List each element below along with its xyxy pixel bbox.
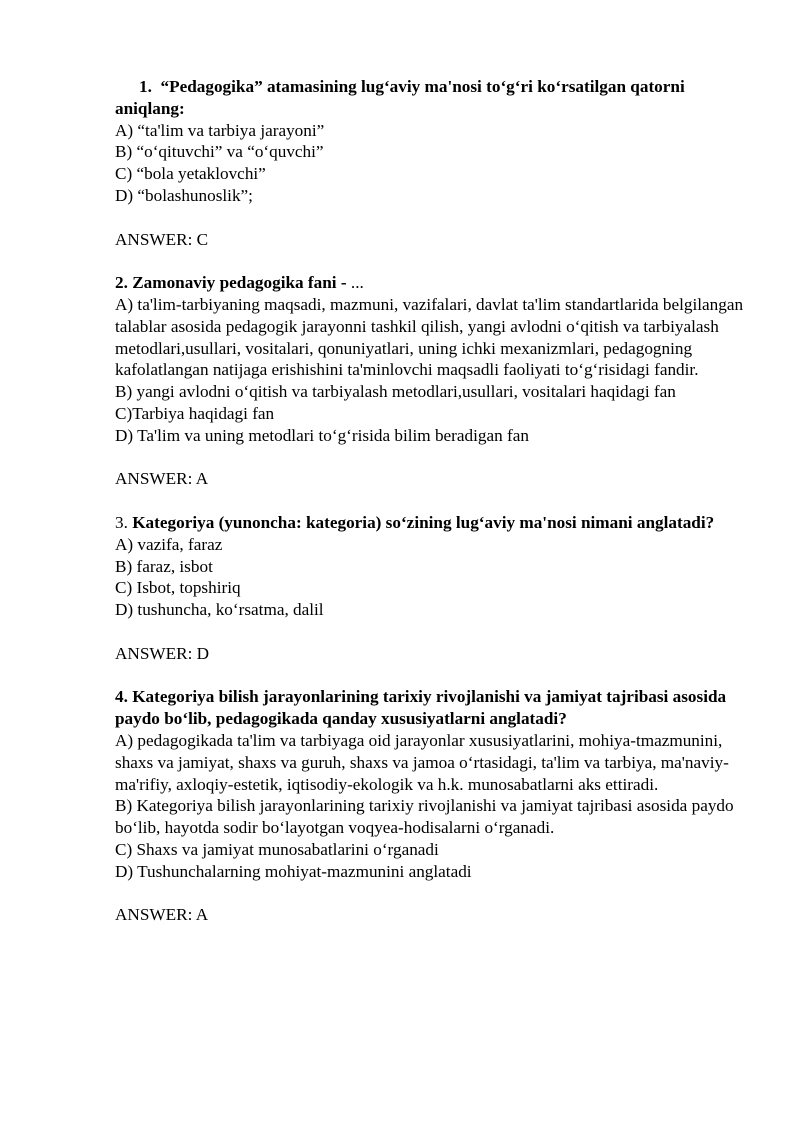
question-3-option-d: D) tushuncha, ko‘rsatma, dalil <box>115 600 324 620</box>
question-3-option-c: C) Isbot, topshiriq <box>115 578 241 598</box>
question-4-answer: ANSWER: A <box>115 905 209 925</box>
question-1-text: “Pedagogika” atamasining lug‘aviy ma'nosi to‘g‘ri ko‘rsatilgan qatorni aniqlang: <box>115 77 685 118</box>
question-3-option-a: A) vazifa, faraz <box>115 534 223 554</box>
question-4-number: 4. <box>115 687 128 707</box>
question-1-answer: ANSWER: C <box>115 229 209 249</box>
question-4-text: Kategoriya bilish jarayonlarining tarixiy rivojlanishi va jamiyat tajribasi asosida paydo bo‘lib, pedagogikada qanday xususiyatlarni anglatadi? <box>115 687 727 729</box>
question-4-option-b: B) Kategoriya bilish jarayonlarining tarixiy rivojlanishi va jamiyat tajribasi asosida paydo bo‘lib, hayotda sodir bo‘layotgan voqyea-hodisalarni o‘rganadi. <box>115 796 734 838</box>
question-1 <box>115 76 745 250</box>
question-2-number: 2. <box>115 273 128 293</box>
question-1-option-c: C) “bola yetaklovchi” <box>115 164 266 184</box>
question-2-option-b: B) yangi avlodni o‘qitish va tarbiyalash metodlari,usullari, vositalari haqidagi fan <box>115 382 676 402</box>
question-1-option-d: D) “bolashunoslik”; <box>115 185 253 205</box>
question-2-answer: ANSWER: A <box>115 469 209 489</box>
question-4 <box>115 686 745 926</box>
question-1-option-b: B) “o‘qituvchi” va “o‘quvchi” <box>115 142 324 162</box>
question-3-heading <box>115 512 745 534</box>
question-2-option-c: C)Tarbiya haqidagi fan <box>115 403 275 423</box>
question-4-option-d: D) Tushunchalarning mohiyat-mazmunini anglatadi <box>115 861 472 881</box>
question-2-heading <box>115 272 745 294</box>
question-2-text: Zamonaviy pedagogika fani - <box>132 273 347 293</box>
question-2-suffix: ... <box>346 273 364 293</box>
question-4-option-c: C) Shaxs va jamiyat munosabatlarini o‘rganadi <box>115 839 439 859</box>
question-2-option-d: D) Ta'lim va uning metodlari to‘g‘risida bilim beradigan fan <box>115 425 529 445</box>
question-2-option-a: A) ta'lim-tarbiyaning maqsadi, mazmuni, vazifalari, davlat ta'lim standartlarida belgilangan talablar asosida pedagogik jarayonni tashkil qilish, yangi avlodni o‘qitish va tarbiyalash metodlari,usullari, vositalari, qonuniyatlari, uning ichki mexanizmlari, pedagogning kafolatlangan natijaga erishishini ta'minlovchi maqsadli faoliyati to‘g‘risidagi fandir. <box>115 294 744 380</box>
question-1-heading <box>115 76 745 120</box>
question-3-option-b: B) faraz, isbot <box>115 556 213 576</box>
question-2 <box>115 272 745 490</box>
question-4-option-a: A) pedagogikada ta'lim va tarbiyaga oid jarayonlar xususiyatlarini, mohiya-tmazmunini, shaxs va jamiyat, shaxs va guruh, shaxs va jamoa o‘rtasidagi, ta'lim va tarbiya, ma'naviy-ma'rifiy, axloqiy-estetik, iqtisodiy-ekologik va h.k. munosabatlarni aks ettiradi. <box>115 730 729 794</box>
question-1-number: 1. <box>139 77 152 96</box>
question-3 <box>115 512 745 665</box>
question-4-heading <box>115 686 745 730</box>
question-3-text: Kategoriya (yunoncha: kategoria) so‘zining lug‘aviy ma'nosi nimani anglatadi? <box>132 512 715 532</box>
test-document <box>115 76 745 948</box>
question-1-option-a: A) “ta'lim va tarbiya jarayoni” <box>115 120 325 140</box>
question-3-answer: ANSWER: D <box>115 643 210 663</box>
question-3-number: 3. <box>115 512 128 532</box>
